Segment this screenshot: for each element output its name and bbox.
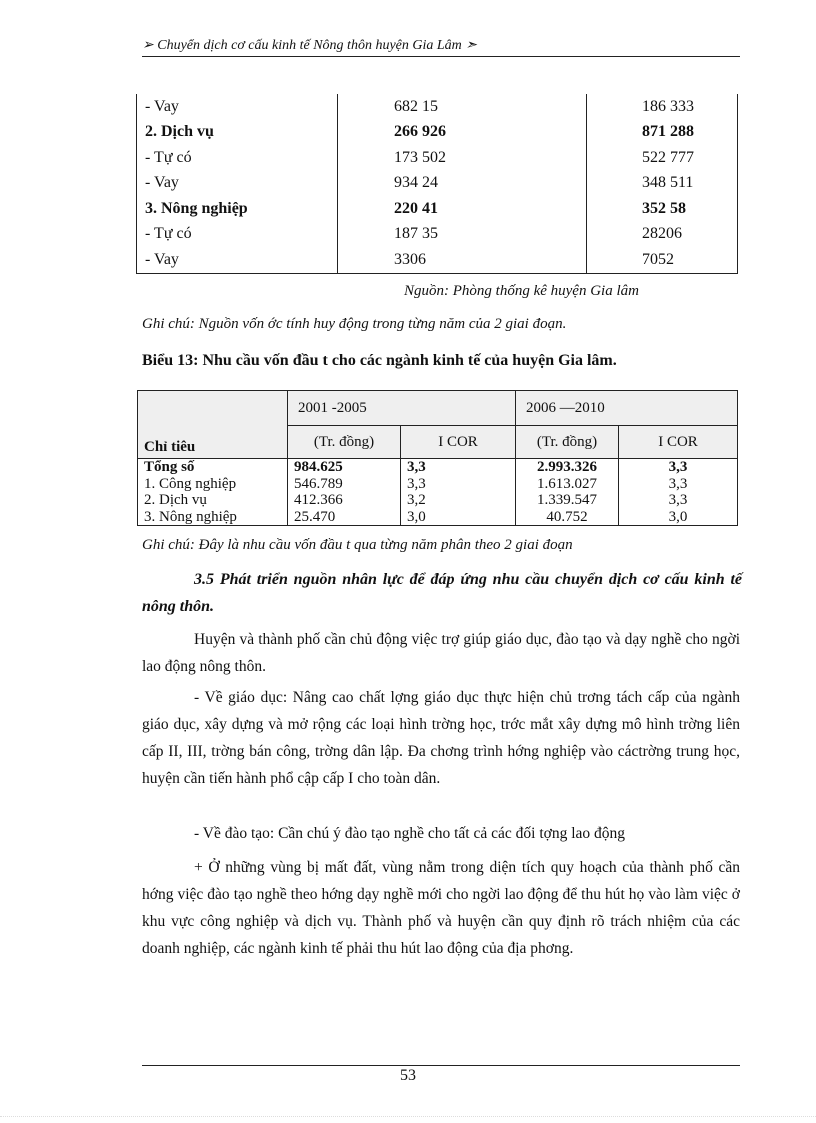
cell-value: 3,2 <box>407 492 426 508</box>
unit-header: (Tr. đồng) <box>288 426 401 459</box>
cell-value: 7052 <box>587 247 738 273</box>
table-note: Ghi chú: Nguồn vốn ớc tính huy động trong từng năm của 2 giai đoạn. <box>142 316 567 332</box>
cell-value: 348 511 <box>587 171 738 197</box>
cell-value: 3,3 <box>668 459 688 475</box>
source-note: Nguồn: Phòng thống kê huyện Gia lâm <box>404 283 639 299</box>
cell-value: 1.613.027 <box>537 475 597 492</box>
cell-value: 984.625 <box>294 459 343 475</box>
indicator-header: Chỉ tiêu <box>138 391 288 459</box>
paragraph: - Về giáo dục: Nâng cao chất lợng giáo dục thực hiện chủ trơng tách cấp của ngành giáo dục, xây dựng và mở rộng các loại hình trờng học, trớc mắt xây dựng mô hình trờng liên cấp II, III, trờng bán công, trờng dân lập. Đa chơng trình hớng nghiệp vào cáctrờng trung học, huyện cần tiến hành phổ cập cấp I cho toàn dân. <box>142 689 740 787</box>
row-label: 2. Dịch vụ <box>137 120 338 146</box>
row-label: - Vay <box>137 247 338 273</box>
table-row <box>137 222 738 248</box>
header-rule <box>142 56 740 57</box>
cell-value: 412.366 <box>294 492 343 508</box>
capital-table <box>136 94 738 274</box>
table-row <box>137 171 738 197</box>
arrow-right-icon: ➢ <box>142 38 154 53</box>
cell-value: 220 41 <box>338 196 587 222</box>
row-label: 1. Công nghiệp <box>144 475 237 492</box>
unit-header: (Tr. đồng) <box>516 426 619 459</box>
running-header <box>142 36 740 56</box>
value-column <box>516 459 618 525</box>
cell-value: 173 502 <box>338 145 587 171</box>
cell-value: 3,3 <box>407 459 426 475</box>
cell-value: 3,0 <box>668 508 688 525</box>
arrow-left-icon: ➣ <box>465 38 477 53</box>
row-label: Tổng số <box>144 459 195 475</box>
table-row <box>137 120 738 146</box>
table-row <box>137 145 738 171</box>
cell-value: 352 58 <box>587 196 738 222</box>
row-label: - Tự có <box>137 145 338 171</box>
row-label: 3. Nông nghiệp <box>144 508 237 525</box>
investment-demand-table <box>137 390 738 526</box>
header-title: Chuyển dịch cơ cấu kinh tế Nông thôn huyện Gia Lâm <box>157 38 462 53</box>
indicator-column <box>144 459 287 525</box>
cell-value: 682 15 <box>338 94 587 120</box>
cell-value: 522 777 <box>587 145 738 171</box>
cell-value: 3306 <box>338 247 587 273</box>
cell-value: 546.789 <box>294 475 343 492</box>
icor-header: I COR <box>619 426 738 459</box>
cell-value: 186 333 <box>587 94 738 120</box>
cell-value: 1.339.547 <box>537 492 597 508</box>
cell-value: 40.752 <box>546 508 588 525</box>
paragraph: + Ở những vùng bị mất đất, vùng nằm trong diện tích quy hoạch của thành phố cần hớng việc đào tạo nghề theo hớng dạy nghề mới cho ngời lao động để thu hút họ vào làm việc ở khu vực công nghiệp và dịch vụ. Thành phố và huyện cần quy định rõ trách nhiệm của các doanh nghiệp, các ngành kinh tế phải thu hút lao động của địa phơng. <box>142 859 740 957</box>
period-header: 2001 -2005 <box>288 391 516 426</box>
table-note: Ghi chú: Đây là nhu cầu vốn đầu t qua từng năm phân theo 2 giai đoạn <box>142 537 573 553</box>
row-label: - Tự có <box>137 222 338 248</box>
cell-value: 28206 <box>587 222 738 248</box>
cell-value: 25.470 <box>294 508 336 525</box>
page-edge <box>0 1116 816 1117</box>
cell-value: 3,3 <box>407 475 426 492</box>
section-heading: 3.5 Phát triển nguồn nhân lực để đáp ứng nhu cầu chuyển dịch cơ cấu kinh tế nông thôn. <box>142 571 742 615</box>
cell-value: 187 35 <box>338 222 587 248</box>
row-label: 3. Nông nghiệp <box>137 196 338 222</box>
icor-column <box>407 459 515 525</box>
cell-value: 3,3 <box>668 492 688 508</box>
table-row <box>137 196 738 222</box>
cell-value: 934 24 <box>338 171 587 197</box>
paragraph: Huyện và thành phố cần chủ động việc trợ giúp giáo dục, đào tạo và dạy nghề cho ngời lao động nông thôn. <box>142 631 740 675</box>
cell-value: 3,0 <box>407 508 426 525</box>
cell-value: 3,3 <box>668 475 688 492</box>
row-label: - Vay <box>137 171 338 197</box>
paragraph: - Về đào tạo: Cần chú ý đào tạo nghề cho tất cả các đối tợng lao động <box>194 825 626 842</box>
footer-rule <box>142 1065 740 1066</box>
page-number: 53 <box>400 1067 416 1084</box>
cell-value: 266 926 <box>338 120 587 146</box>
table-caption: Biểu 13: Nhu cầu vốn đầu t cho các ngành kinh tế của huyện Gia lâm. <box>142 352 617 369</box>
period-header: 2006 —2010 <box>516 391 738 426</box>
row-label: - Vay <box>137 94 338 120</box>
icor-column <box>619 459 737 525</box>
cell-value: 2.993.326 <box>537 459 597 475</box>
value-column <box>294 459 400 525</box>
cell-value: 871 288 <box>587 120 738 146</box>
table-row <box>137 247 738 273</box>
row-label: 2. Dịch vụ <box>144 492 207 508</box>
icor-header: I COR <box>401 426 516 459</box>
table-row <box>137 94 738 120</box>
